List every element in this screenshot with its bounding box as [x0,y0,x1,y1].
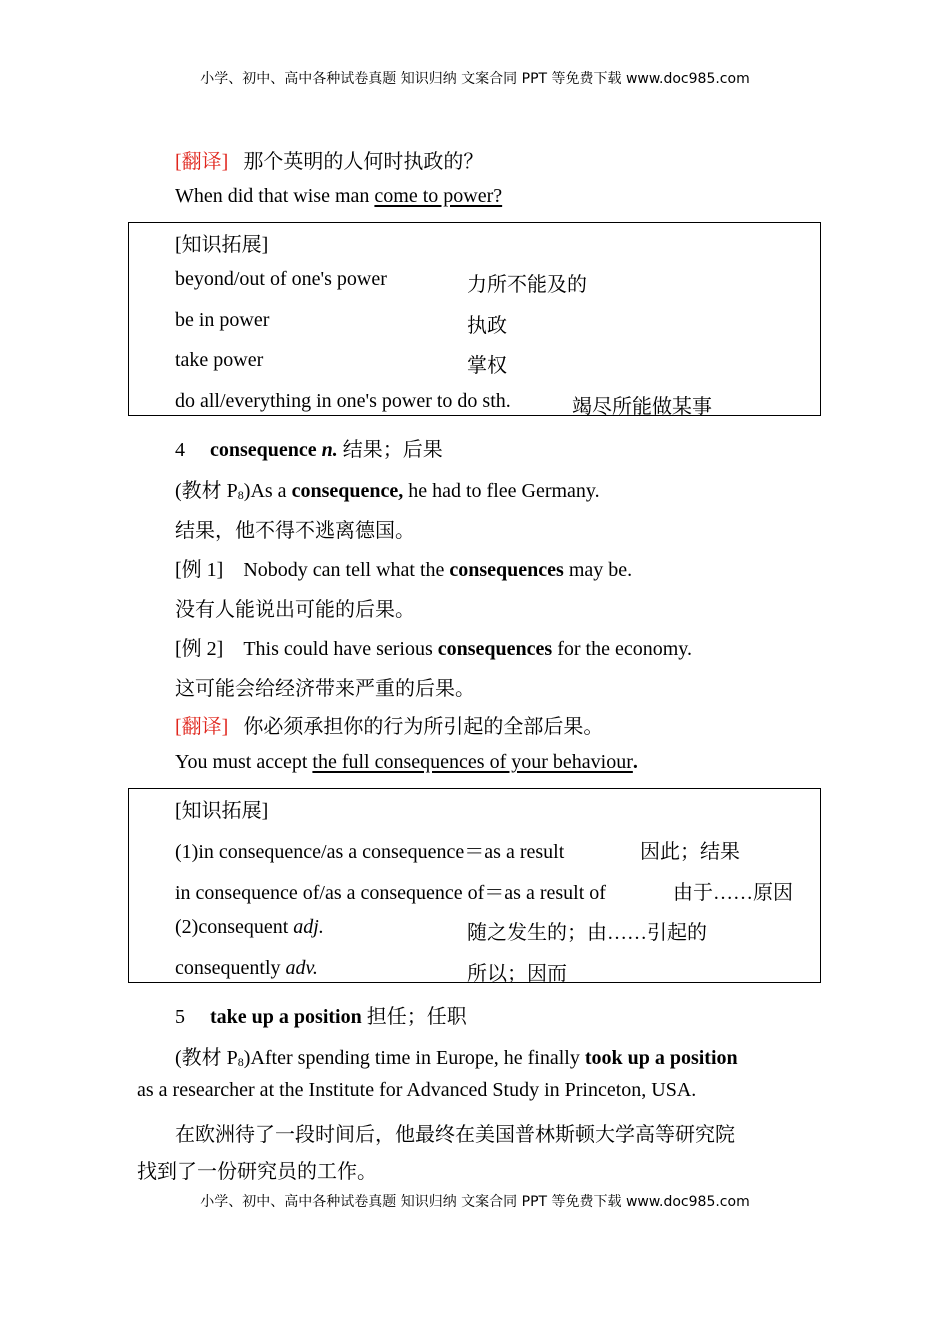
translation-answer-2: You must accept the full consequences of your behaviour. [175,751,638,773]
box1-row [175,268,587,296]
item5-textbook: (教材 $P_8)After$ spending time in Europe, he finally took up a position [175,1047,738,1069]
box1-cn: 竭尽所能做某事 [572,396,712,418]
box1-en: beyond/out of one's power [175,268,387,290]
translation-prompt [175,145,483,174]
item5-cn-line2: 找到了一份研究员的工作。 [137,1161,377,1183]
example-2-cn: 这可能会给经济带来严重的后果。 [175,678,475,700]
translation-answer [175,185,502,208]
item4-textbook: (教材 $P_8)As$ a consequence, he had to flee Germany. [175,480,600,502]
part-of-speech: n. [321,439,338,461]
box1-cn: 执政 [467,315,507,337]
item5-cn-line1: 在欧洲待了一段时间后，他最终在美国普林斯顿大学高等研究院 [175,1124,735,1146]
box2-row: consequently adv. 所以；因而 [175,957,567,985]
box1-en: do all/everything in one's power to do sth. [175,390,511,412]
box1-en: take power [175,349,264,371]
box1-row [175,309,507,337]
box1-cn: 掌权 [467,355,507,377]
translation-cn: 那个英明的人何时执政的？ [243,151,484,173]
box1-row [175,390,712,418]
example-1-cn: 没有人能说出可能的后果。 [175,599,415,621]
item5-textbook-line2: as a researcher at the Institute for Advanced Study in Princeton, USA. [137,1079,697,1101]
headword: consequence [210,439,317,461]
meaning: 结果；后果 [342,439,443,461]
example-2: [例 2] This could have serious consequences for the economy. [175,638,692,660]
translation-tag: [翻译] [175,716,229,738]
box1-cn: 力所不能及的 [467,274,587,296]
item4-heading [175,433,443,462]
page-footer: 小学、初中、高中各种试卷真题 知识归纳 文案合同 PPT 等免费下载 www.doc985.com [200,1194,750,1210]
box1-en: be in power [175,309,270,331]
item-number: 4 [175,439,185,461]
answer-underlined: the full consequences of your behaviour [312,751,633,773]
translation-tag: [翻译] [175,151,229,173]
box1-title: [知识拓展] [175,234,269,256]
item4-textbook-cn: 结果，他不得不逃离德国。 [175,520,415,542]
box2-row: in consequence of/as a consequence of＝as a result of 由于……原因 [175,882,793,904]
answer-underlined: come to power? [374,185,503,207]
translation-prompt-2: [翻译] 你必须承担你的行为所引起的全部后果。 [175,716,604,738]
box2-row: (2)consequent adj. 随之发生的；由……引起的 [175,916,707,944]
box2-row: (1)in consequence/as a consequence＝as a result 因此；结果 [175,841,740,863]
box1-row [175,349,507,377]
page-header: 小学、初中、高中各种试卷真题 知识归纳 文案合同 PPT 等免费下载 www.doc985.com [200,71,750,87]
box2-title: [知识拓展] [175,800,269,822]
example-1: [例 1] Nobody can tell what the consequences may be. [175,559,633,581]
answer-text: When did that wise man [175,185,375,207]
item5-heading: 5 take up a position 担任；任职 [175,1006,467,1028]
headword: take up a position [210,1006,362,1028]
